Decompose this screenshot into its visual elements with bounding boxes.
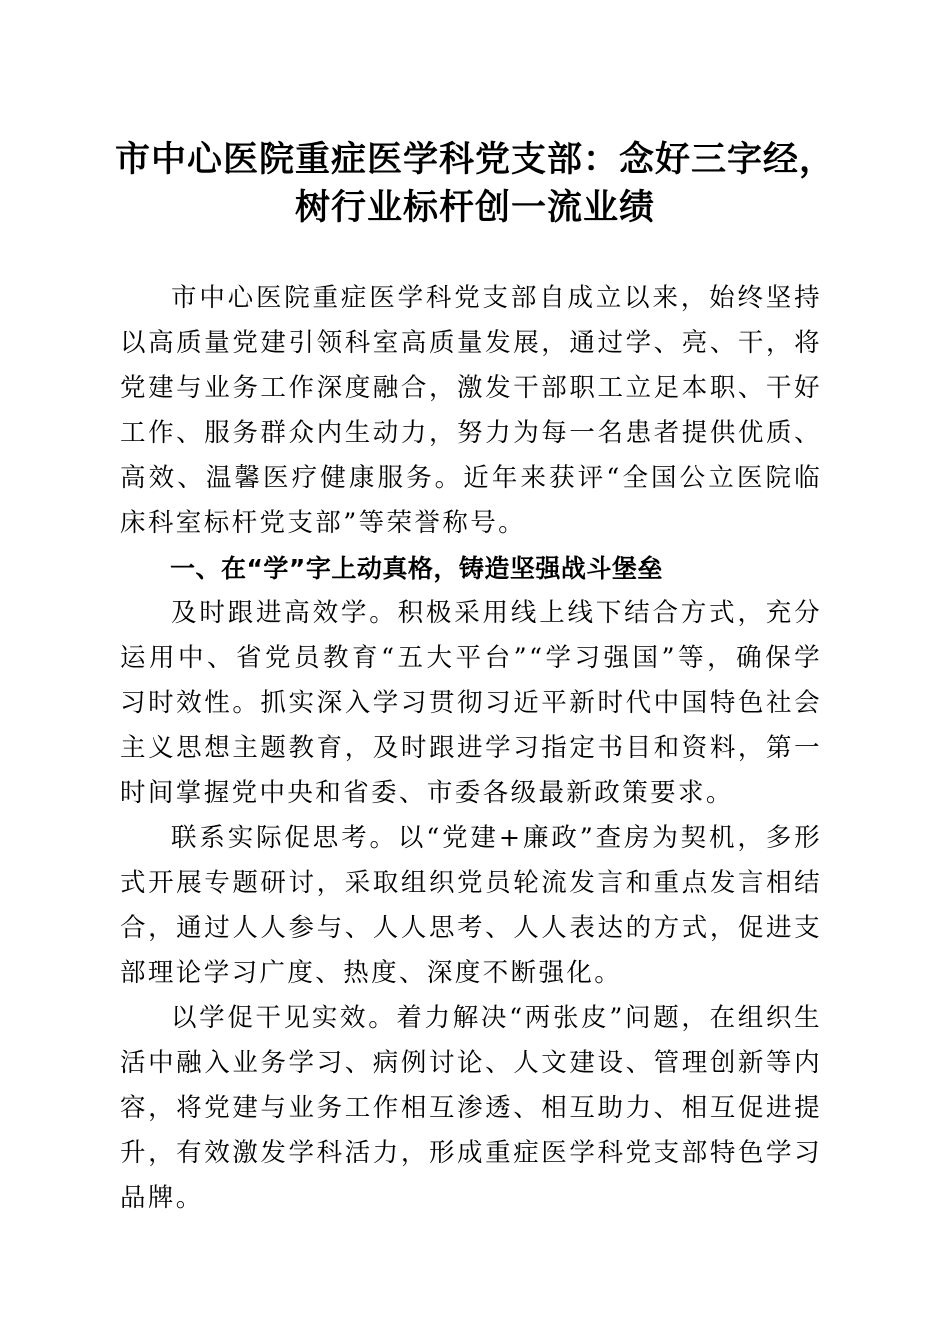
section-1-paragraph-1: 及时跟进高效学。积极采用线上线下结合方式，充分运用中、省党员教育“五大平台”“学习强国”等，确保学习时效性。抓实深入学习贯彻习近平新时代中国特色社会主义思想主题教育，及时跟进学习指定书目和资料，第一时间掌握党中央和省委、市委各级最新政策要求。: [120, 598, 822, 808]
document-title-line-1: 市中心医院重症医学科党支部：念好三字经，: [114, 139, 835, 180]
intro-paragraph: 市中心医院重症医学科党支部自成立以来，始终坚持以高质量党建引领科室高质量发展，通过学、亮、干，将党建与业务工作深度融合，激发干部职工立足本职、干好工作、服务群众内生动力，努力为每一名患者提供优质、高效、温馨医疗健康服务。近年来获评“全国公立医院临床科室标杆党支部”等荣誉称号。: [120, 283, 822, 538]
document-title-line-2: 树行业标杆创一流业绩: [294, 187, 655, 228]
section-1-paragraph-3: 以学促干见实效。着力解决“两张皮”问题，在组织生活中融入业务学习、病例讨论、人文建设、管理创新等内容，将党建与业务工作相互渗透、相互助力、相互促进提升，有效激发学科活力，形成重症医学科党支部特色学习品牌。: [120, 1003, 822, 1213]
document-title: [80, 136, 870, 232]
section-1-paragraph-2: 联系实际促思考。以“党建+廉政”查房为契机，多形式开展专题研讨，采取组织党员轮流发言和重点发言相结合，通过人人参与、人人思考、人人表达的方式，促进支部理论学习广度、热度、深度不断强化。: [120, 823, 822, 988]
section-1-heading: 一、在“学”字上动真格，铸造坚强战斗堡垒: [170, 554, 663, 583]
document-body: [120, 276, 822, 1221]
